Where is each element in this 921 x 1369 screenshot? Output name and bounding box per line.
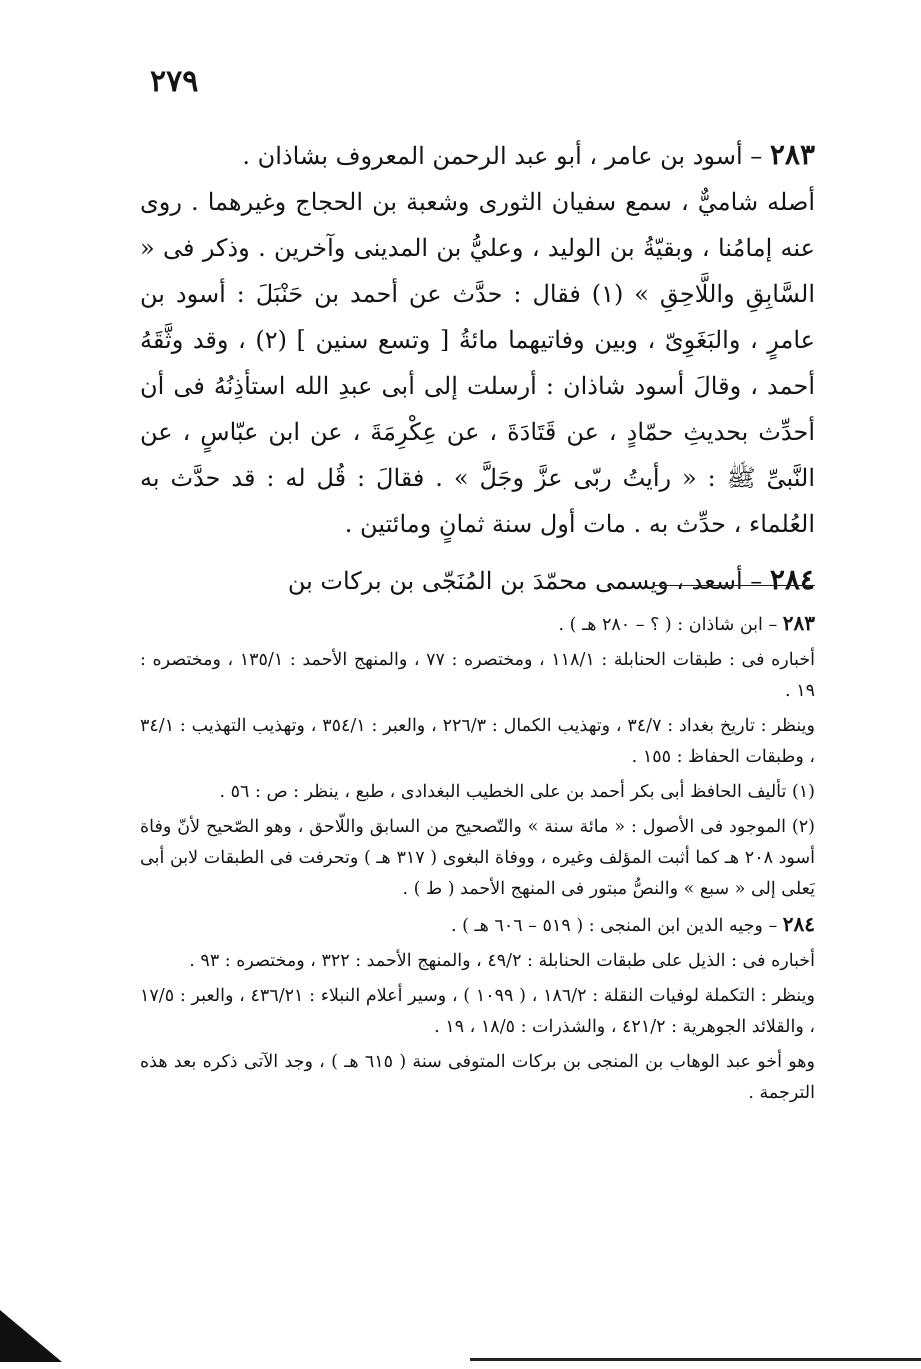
main-text [140, 132, 815, 604]
entry-283-heading [140, 132, 815, 179]
footnote: وينظر : التكملة لوفيات النقلة : ١٨٦/٢ ، ( ١٠٩٩ ) ، وسير أعلام النبلاء : ٤٣٦/٢١ ، والعبر : ١٧/٥ ، والقلائد الجوهرية : ٤٢١/٢ ، والشذرات : ١٨/٥ ، ١٩ . [140, 986, 815, 1037]
note-number: ٢٨٣ [782, 611, 815, 635]
footnote: وهو أخو عبد الوهاب بن المنجى بن بركات المتوفى سنة ( ٦١٥ هـ ) ، وجد الآتى ذكره بعد هذه الترجمة . [140, 1052, 815, 1103]
footnote: ٢٨٣ – ابن شاذان : ( ؟ – ٢٨٠ هـ ) . [558, 611, 815, 635]
entry-283-body: أصله شاميٌّ ، سمع سفيان الثورى وشعبة بن الحجاج وغيرهما . روى عنه إمامُنا ، وبقيّةُ بن الوليد ، وعليُّ بن المدينى وآخرين . وذكر فى « السَّابِقِ واللَّاحِقِ » (١) فقال : حدَّث عن أحمد بن حَنْبَلَ : أسود بن عامرٍ ، والبَغَوِىّ ، وبين وفاتيهما مائةُ [ وتسع سنين ] (٢) ، وقد وثَّقَهُ أحمد ، وقالَ أسود شاذان : أرسلت إلى أبى عبدِ الله استأذِنُهُ فى أن أحدِّث بحديثِ حمّادٍ ، عن قَتَادَةَ ، عن عِكْرِمَةَ ، عن ابن عبّاسٍ ، عن النَّبىِّ ﷺ : « رأيتُ ربّى عزَّ وجَلَّ » . فقالَ : قُل له : قد حدَّث به العُلماء ، حدِّث به . مات أول سنة ثمانٍ ومائتين . [140, 188, 816, 538]
entry-number: ٢٨٤ [769, 563, 815, 596]
entry-284-heading [140, 557, 815, 604]
entry-number: ٢٨٣ [769, 138, 815, 171]
page-number: ٢٧٩ [150, 64, 199, 99]
footnote: وينظر : تاريخ بغداد : ٣٤/٧ ، وتهذيب الكمال : ٢٢٦/٣ ، والعبر : ٣٥٤/١ ، وتهذيب التهذيب : ٣٤/١ ، وطبقات الحفاظ : ١٥٥ . [140, 716, 815, 767]
page-corner-mark [0, 1310, 62, 1362]
page-bottom-line [470, 1358, 921, 1361]
note-number: ٢٨٤ [782, 912, 815, 936]
footnote: (١) تأليف الحافظ أبى بكر أحمد بن على الخطيب البغدادى ، طبع ، ينظر : ص : ٥٦ . [219, 782, 815, 802]
entry-title: – أسعد ، ويسمى محمّدَ بن المُنَجّى بن بركات بن [287, 567, 770, 595]
footnote: ٢٨٤ – وجيه الدين ابن المنجى : ( ٥١٩ – ٦٠٦ هـ ) . [451, 912, 815, 936]
footnote: أخباره فى : طبقات الحنابلة : ١١٨/١ ، ومختصره : ٧٧ ، والمنهج الأحمد : ١٣٥/١ ، ومختصره : ١٩ . [140, 650, 815, 701]
footnotes [140, 608, 815, 1113]
footnote-separator [655, 585, 815, 586]
footnote: أخباره فى : الذيل على طبقات الحنابلة : ٤٩/٢ ، والمنهج الأحمد : ٣٢٢ ، ومختصره : ٩٣ . [189, 951, 815, 971]
footnote: (٢) الموجود فى الأصول : « مائة سنة » والتّصحيح من السابق واللّاحق ، وهو الصّحيح لأنّ وفاة أسود ٢٠٨ هـ كما أثبت المؤلف وغيره ، ووفاة البغوى ( ٣١٧ هـ ) وتحرفت فى الطبقات لابن أبى يَعلى إلى « سبع » والنصُّ مبتور فى المنهج الأحمد ( ط ) . [140, 817, 815, 899]
entry-title: – أسود بن عامر ، أبو عبد الرحمن المعروف بشاذان . [242, 142, 770, 170]
